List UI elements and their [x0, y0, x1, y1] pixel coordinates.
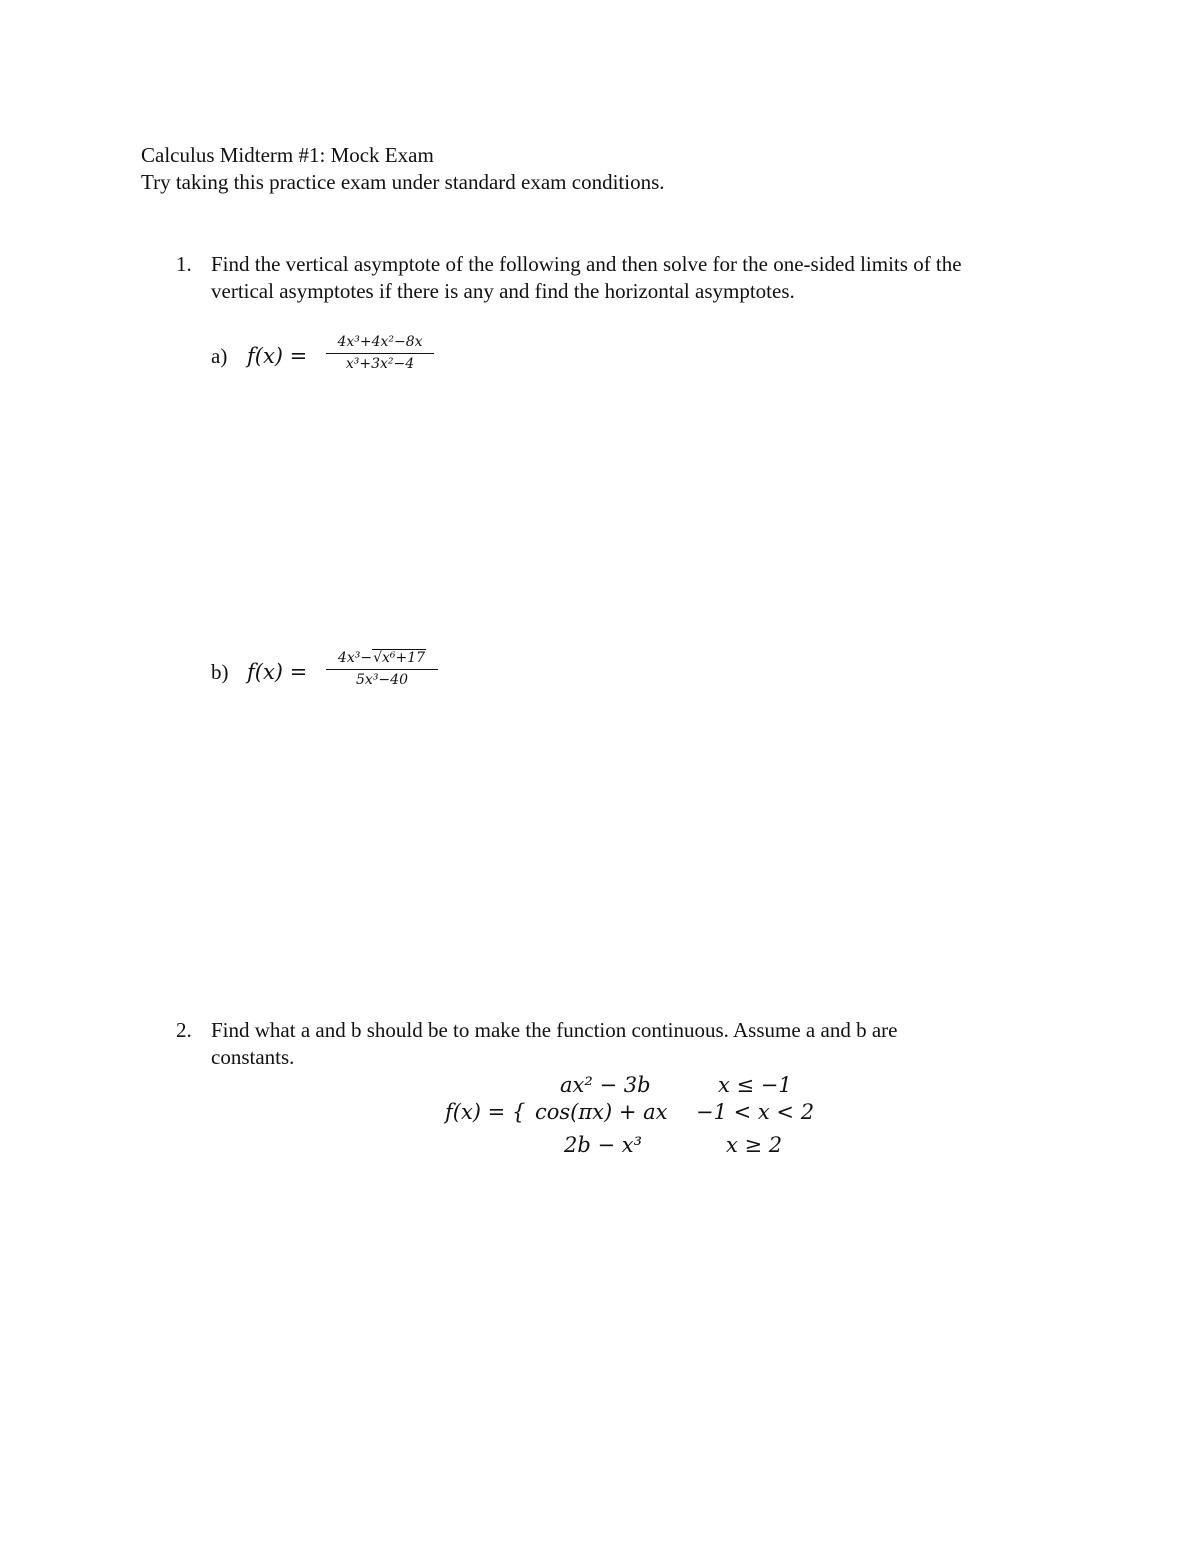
piece-3-condition: x ≥ 2: [726, 1133, 783, 1157]
piece-3-expression: 2b − x³: [564, 1133, 643, 1157]
question-1-number: 1.: [176, 252, 192, 276]
part-b-numerator-prefix: 4x³−: [337, 650, 373, 666]
piece-2-expression: cos(πx) + ax: [535, 1100, 668, 1124]
part-b-numerator: [326, 649, 438, 666]
part-b-lhs: f(x) =: [247, 660, 308, 684]
fraction-bar: [326, 669, 438, 670]
part-a-numerator: 4x³+4x²−8x: [337, 334, 423, 350]
page-subtitle: Try taking this practice exam under standard exam conditions.: [141, 170, 665, 194]
piece-1-condition: x ≤ −1: [718, 1073, 792, 1097]
question-2-number: 2.: [176, 1018, 192, 1042]
question-1-text-line2: vertical asymptotes if there is any and find the horizontal asymptotes.: [211, 279, 795, 303]
part-b-numerator-radical: √x⁶+17: [373, 650, 426, 666]
question-1-text-line1: Find the vertical asymptote of the following and then solve for the one-sided limits of the: [211, 252, 962, 276]
fraction-bar: [326, 353, 434, 354]
part-b-denominator: 5x³−40: [356, 672, 408, 688]
piece-2-condition: −1 < x < 2: [696, 1100, 815, 1124]
part-b-fraction: [326, 649, 438, 688]
part-a-fraction: [326, 334, 434, 372]
part-a-denominator: x³+3x²−4: [345, 356, 415, 372]
piece-1-expression: ax² − 3b: [560, 1073, 651, 1097]
question-2-text-line2: constants.: [211, 1045, 295, 1069]
part-b-label: b): [211, 660, 229, 684]
part-a-label: a): [211, 344, 228, 368]
page-title: Calculus Midterm #1: Mock Exam: [141, 143, 434, 167]
piecewise-lhs: f(x) = {: [445, 1100, 526, 1124]
part-a-lhs: f(x) =: [247, 344, 308, 368]
question-2-text-line1: Find what a and b should be to make the function continuous. Assume a and b are: [211, 1018, 898, 1042]
